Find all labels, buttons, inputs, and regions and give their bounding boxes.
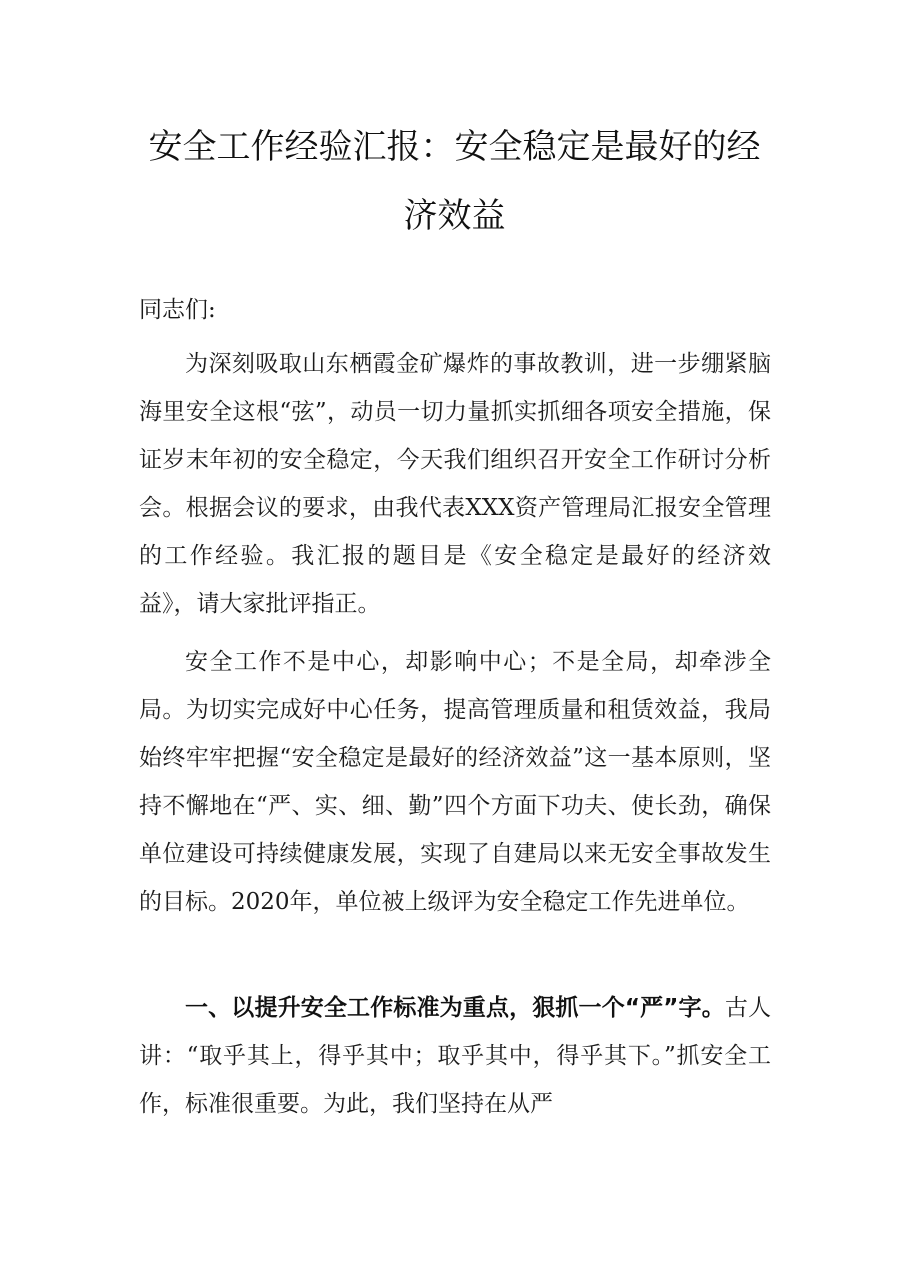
section-1-heading: 一、以提升安全工作标准为重点，狠抓一个“严”字。 bbox=[185, 995, 725, 1021]
paragraph-1: 为深刻吸取山东栖霞金矿爆炸的事故教训，进一步绷紧脑海里安全这根“弦”，动员一切力量抓实抓细各项安全措施，保证岁末年初的安全稳定，今天我们组织召开安全工作研讨分析会。根据会议的要求，由我代表XXX资产管理局汇报安全管理的工作经验。我汇报的题目是《安全稳定是最好的经济效益》，请大家批评指正。 bbox=[139, 351, 771, 617]
paragraph-3 bbox=[139, 984, 771, 1128]
greeting: 同志们: bbox=[139, 297, 216, 323]
section-1-text: 古人讲：“取乎其上，得乎其中；取乎其中，得乎其下。”抓安全工作，标准很重要。为此，我们坚持在从严 bbox=[139, 995, 772, 1117]
document-title-line-1: 安全工作经验汇报：安全稳定是最好的经 bbox=[148, 127, 761, 167]
paragraph-2: 安全工作不是中心，却影响中心；不是全局，却牵涉全局。为切实完成好中心任务，提高管理质量和租赁效益，我局始终牢牢把握“安全稳定是最好的经济效益”这一基本原则，坚持不懈地在“严、实、细、勤”四个方面下功夫、使长劲，确保单位建设可持续健康发展，实现了自建局以来无安全事故发生的目标。2020年，单位被上级评为安全稳定工作先进单位。 bbox=[139, 649, 771, 915]
document-title-line-2: 济效益 bbox=[403, 196, 506, 236]
